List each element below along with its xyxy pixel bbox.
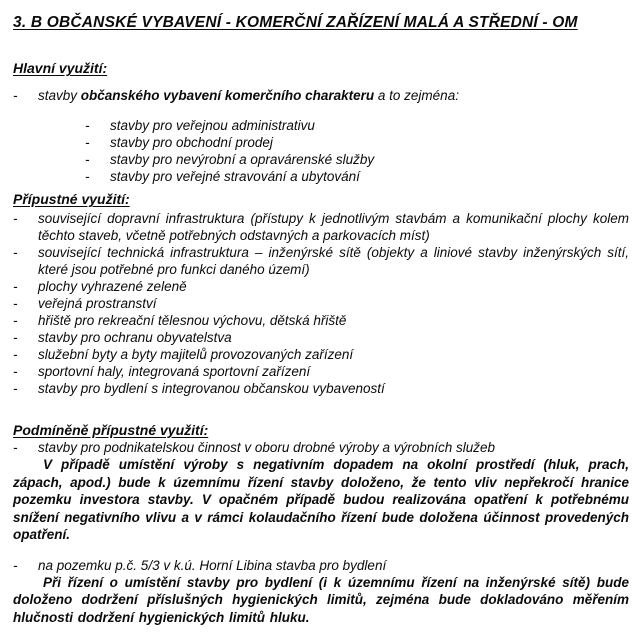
sub-item-text: stavby pro veřejné stravování a ubytování: [110, 169, 360, 184]
page-title: 3. B OBČANSKÉ VYBAVENÍ - KOMERČNÍ ZAŘÍZENÍ MALÁ A STŘEDNÍ - OM: [13, 14, 578, 31]
list-item: [13, 278, 629, 295]
bullet-dash: -: [85, 169, 90, 184]
list-item: [13, 244, 629, 278]
list-item: [13, 117, 629, 134]
list-item: [13, 312, 629, 329]
list-item: [13, 363, 629, 380]
list-item: [13, 134, 629, 151]
main-use-intro-bold: občanského vybavení komerčního charakteru: [80, 88, 375, 103]
list-item-text: související dopravní infrastruktura (přístupy k jednotlivým stavbám a komunikační plochy kolem těchto staveb, včetně potřebných odstavných a parkovacích míst): [38, 211, 629, 243]
main-use-sub-list: [13, 117, 629, 185]
permitted-use-heading: Přípustné využití:: [13, 191, 130, 207]
main-use-intro-prefix: stavby: [38, 88, 81, 103]
list-item-text: stavby pro podnikatelskou činnost v oboru drobné výroby a výrobních služeb: [38, 440, 496, 455]
bullet-dash: -: [13, 88, 18, 103]
bullet-dash: -: [13, 313, 18, 328]
section-conditional-use: [13, 421, 629, 626]
list-item-text: sportovní haly, integrovaná sportovní zařízení: [38, 364, 311, 379]
bullet-dash: -: [13, 330, 18, 345]
bullet-dash: -: [13, 347, 18, 362]
permitted-use-list: [13, 210, 629, 397]
sub-item-text: stavby pro obchodní prodej: [110, 135, 273, 150]
conditional-use-heading: Podmíněně přípustné využití:: [13, 422, 209, 438]
bullet-dash: -: [13, 381, 18, 396]
main-use-intro-item: [13, 87, 629, 104]
list-item: [13, 168, 629, 185]
bullet-dash: -: [13, 245, 18, 260]
bullet-dash: -: [13, 364, 18, 379]
list-item-text: plochy vyhrazené zeleně: [38, 279, 187, 294]
condition-paragraph-production: V případě umístění výroby s negativním dopadem na okolní prostředí (hluk, prach, zápach, apod.) bude k územnímu řízení stavby doloženo, že tento vliv nepřekročí hranice pozemku investora stavby. V opačném případě budou realizována opatření k potřebnému snížení negativního vlivu a v rámci kolaudačního řízení bude doložena účinnost provedených opatření.: [13, 457, 629, 542]
section-main-use: [13, 59, 629, 185]
list-item: [13, 210, 629, 244]
main-use-intro-suffix: a to zejména:: [374, 88, 459, 103]
bullet-dash: -: [13, 557, 18, 573]
main-use-heading: Hlavní využití:: [13, 60, 108, 76]
list-item-text: na pozemku p.č. 5/3 v k.ú. Horní Libina stavba pro bydlení: [38, 557, 387, 573]
sub-item-text: stavby pro nevýrobní a opravárenské služby: [110, 152, 375, 167]
bullet-dash: -: [13, 211, 18, 226]
bullet-dash: -: [13, 296, 18, 311]
condition-paragraph-housing: Při řízení o umístění stavby pro bydlení (i k územnímu řízení na inženýrské sítě) bude doloženo dodržení příslušných hygienických limitů, zejména bude dokladováno měřením hlučnosti dodržení hygienických limitů hluku.: [13, 574, 629, 625]
list-item-text: hřiště pro rekreační tělesnou výchovu, dětská hřiště: [38, 313, 347, 328]
list-item-text: služební byty a byty majitelů provozovaných zařízení: [38, 347, 354, 362]
bullet-dash: -: [85, 135, 90, 150]
list-item-text: stavby pro bydlení s integrovanou občanskou vybaveností: [38, 381, 385, 396]
bullet-dash: -: [85, 152, 90, 167]
list-item: [13, 329, 629, 346]
list-item: [13, 151, 629, 168]
list-item: [13, 346, 629, 363]
list-item-text: stavby pro ochranu obyvatelstva: [38, 330, 232, 345]
list-item: [13, 380, 629, 397]
section-permitted-use: [13, 190, 629, 397]
bullet-dash: -: [85, 118, 90, 133]
sub-item-text: stavby pro veřejnou administrativu: [110, 118, 315, 133]
list-item: [13, 439, 629, 456]
bullet-dash: -: [13, 279, 18, 294]
list-item: [13, 295, 629, 312]
list-item: [13, 557, 629, 574]
bullet-dash: -: [13, 440, 18, 455]
list-item-text: veřejná prostranství: [38, 296, 157, 311]
list-item-text: související technická infrastruktura – inženýrské sítě (objekty a liniové stavby inženýrských sítí, které jsou potřebné pro funkci daného území): [38, 245, 629, 277]
